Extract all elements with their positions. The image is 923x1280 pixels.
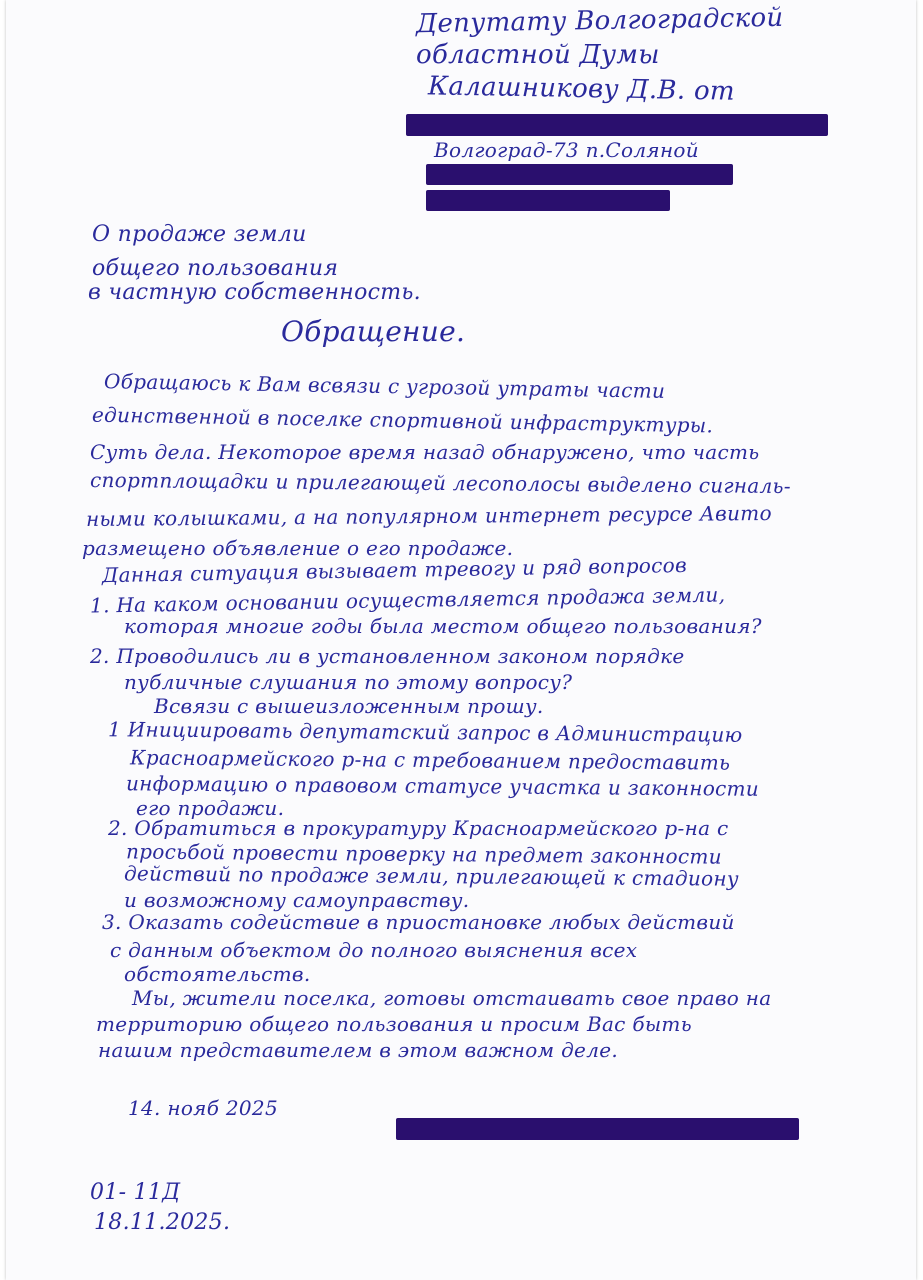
- body-line: просьбой провести проверку на предмет законности: [125, 839, 722, 869]
- body-line: с данным объектом до полного выяснения всех: [110, 938, 638, 962]
- body-line: единственной в поселке спортивной инфраструктуры.: [91, 402, 714, 438]
- body-line: которая многие годы была местом общего пользования?: [124, 614, 762, 638]
- body-line: 2. Обратиться в прокуратуру Красноармейского р-на с: [108, 816, 729, 840]
- body-line: размещено объявление о его продаже.: [82, 536, 514, 560]
- body-line: нашим представителем в этом важном деле.: [98, 1038, 619, 1062]
- letter-sheet: [6, 0, 916, 1280]
- redacted-sender-name: [406, 114, 828, 136]
- addressee-line-1: Депутату Волгоградской: [415, 2, 784, 40]
- body-line: территорию общего пользования и просим Вас быть: [96, 1012, 692, 1036]
- addressee-line-2: областной Думы: [416, 40, 660, 70]
- body-line: 1. На каком основании осуществляется продажа земли,: [89, 582, 726, 618]
- redacted-signature: [396, 1118, 799, 1140]
- body-line: 3. Оказать содействие в приостановке любых действий: [102, 910, 735, 934]
- body-line: его продажи.: [136, 796, 285, 820]
- body-line: Мы, жители поселка, готовы отстаивать свое право на: [132, 986, 772, 1010]
- body-line: информацию о правовом статусе участка и законности: [125, 771, 760, 801]
- body-line: Красноармейского р-на с требованием предоставить: [129, 745, 731, 775]
- body-line: обстоятельств.: [124, 962, 311, 986]
- subject-line-1: О продаже земли: [92, 222, 307, 247]
- addressee-line-3: Калашникову Д.В. от: [427, 71, 736, 107]
- letter-title: Обращение.: [281, 315, 466, 348]
- body-line: спортплощадки и прилегающей лесополосы выделено сигналь-: [89, 467, 791, 499]
- body-line: Всвязи с вышеизложенным прошу.: [154, 694, 544, 718]
- body-line: 2. Проводились ли в установленном законом порядке: [90, 644, 685, 668]
- body-line: и возможному самоуправству.: [124, 888, 470, 912]
- redacted-sender-phone: [426, 190, 670, 211]
- redacted-sender-street: [426, 164, 733, 185]
- sender-address: Волгоград-73 п.Соляной: [434, 138, 699, 162]
- body-line: действий по продаже земли, прилегающей к стадиону: [123, 861, 739, 891]
- registration-date: 18.11.2025.: [94, 1210, 231, 1235]
- body-line: Обращаюсь к Вам всвязи с угрозой утраты части: [103, 369, 666, 403]
- body-line: 1 Инициировать депутатский запрос в Администрацию: [107, 717, 743, 747]
- body-line: публичные слушания по этому вопросу?: [124, 670, 573, 694]
- registration-number: 01- 11Д: [90, 1180, 181, 1205]
- letter-date: 14. нояб 2025: [128, 1096, 278, 1120]
- body-line: Суть дела. Некоторое время назад обнаружено, что часть: [90, 440, 760, 464]
- body-line: ными колышками, а на популярном интернет ресурсе Авито: [85, 501, 772, 531]
- body-line: Данная ситуация вызывает тревогу и ряд вопросов: [101, 552, 688, 588]
- subject-line-3: в частную собственность.: [88, 280, 421, 305]
- subject-line-2: общего пользования: [92, 256, 339, 281]
